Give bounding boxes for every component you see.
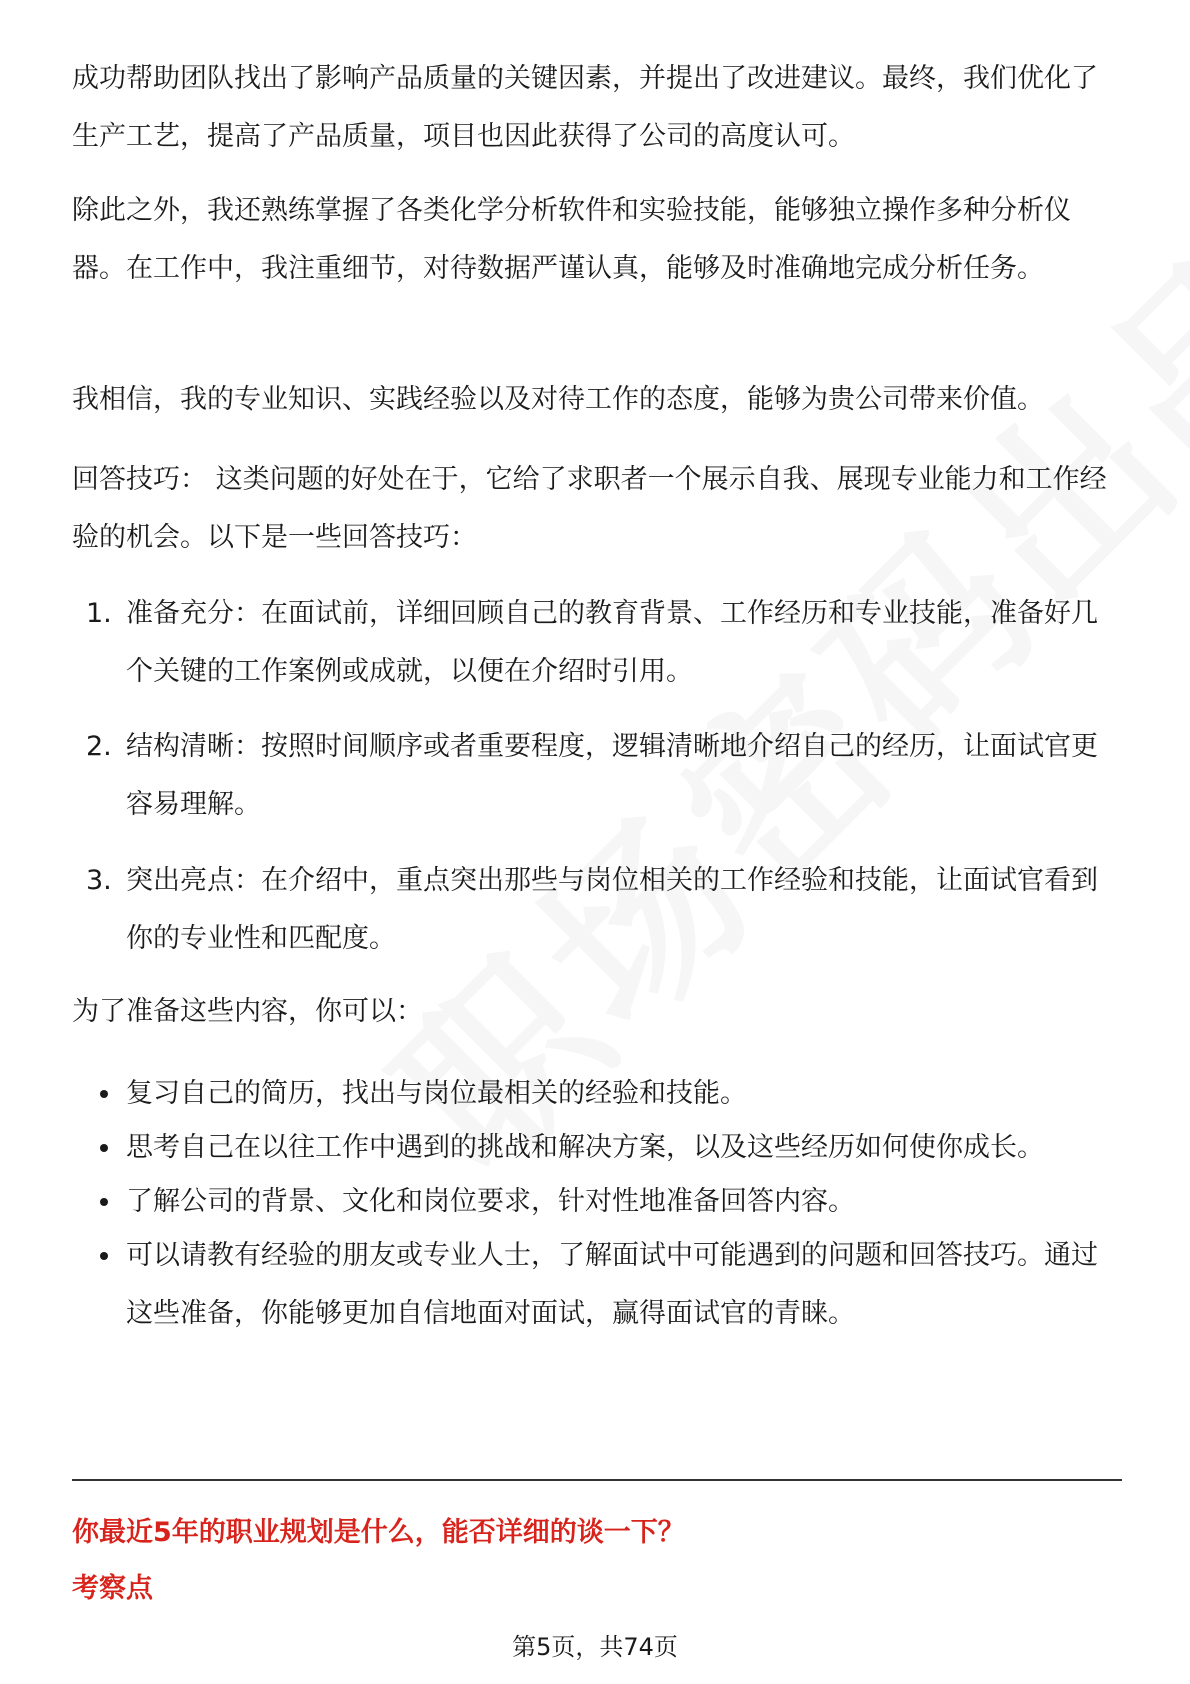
prep-item bbox=[72, 1119, 1122, 1177]
next-question-heading: 你最近5年的职业规划是什么，能否详细的谈一下？ bbox=[72, 1517, 685, 1548]
prep-item bbox=[72, 1227, 1122, 1343]
paragraph-2: 除此之外，我还熟练掌握了各类化学分析软件和实验技能，能够独立操作多种分析仪器。在工作中，我注重细节，对待数据严谨认真，能够及时准确地完成分析任务。 bbox=[72, 195, 1071, 284]
prep-text: 了解公司的背景、文化和岗位要求，针对性地准备回答内容。 bbox=[126, 1186, 855, 1217]
bullet-icon bbox=[100, 1144, 108, 1152]
prep-text: 可以请教有经验的朋友或专业人士，了解面试中可能遇到的问题和回答技巧。通过这些准备，你能够更加自信地面对面试，赢得面试官的青睐。 bbox=[126, 1240, 1098, 1329]
prep-text: 复习自己的简历，找出与岗位最相关的经验和技能。 bbox=[126, 1078, 747, 1109]
prep-item bbox=[72, 1173, 1122, 1231]
tip-text: 突出亮点：在介绍中，重点突出那些与岗位相关的工作经验和技能，让面试官看到你的专业性和匹配度。 bbox=[126, 865, 1098, 954]
bullet-icon bbox=[100, 1252, 108, 1260]
next-section-heading: 考察点 bbox=[72, 1573, 153, 1604]
paragraph-3: 我相信，我的专业知识、实践经验以及对待工作的态度，能够为贵公司带来价值。 bbox=[72, 384, 1044, 415]
paragraph-tips-intro: 回答技巧： 这类问题的好处在于，它给了求职者一个展示自我、展现专业能力和工作经验的机会。以下是一些回答技巧： bbox=[72, 464, 1107, 553]
tip-text: 准备充分：在面试前，详细回顾自己的教育背景、工作经历和专业技能，准备好几个关键的工作案例或成就，以便在介绍时引用。 bbox=[126, 598, 1098, 687]
tip-item bbox=[72, 718, 1122, 834]
tip-item bbox=[72, 852, 1122, 968]
bullet-icon bbox=[100, 1198, 108, 1206]
tip-number: 3. bbox=[86, 865, 112, 896]
prep-item bbox=[72, 1065, 1122, 1123]
prep-text: 思考自己在以往工作中遇到的挑战和解决方案，以及这些经历如何使你成长。 bbox=[126, 1132, 1044, 1163]
paragraph-1: 成功帮助团队找出了影响产品质量的关键因素，并提出了改进建议。最终，我们优化了生产工艺，提高了产品质量，项目也因此获得了公司的高度认可。 bbox=[72, 63, 1098, 152]
tip-number: 1. bbox=[86, 598, 112, 629]
tip-number: 2. bbox=[86, 731, 112, 762]
page-footer: 第5页，共74页 bbox=[512, 1633, 678, 1661]
tip-item bbox=[72, 585, 1122, 701]
paragraph-prep-intro: 为了准备这些内容，你可以： bbox=[72, 996, 423, 1027]
bullet-icon bbox=[100, 1090, 108, 1098]
tip-text: 结构清晰：按照时间顺序或者重要程度，逻辑清晰地介绍自己的经历，让面试官更容易理解。 bbox=[126, 731, 1098, 820]
section-divider bbox=[72, 1479, 1122, 1481]
